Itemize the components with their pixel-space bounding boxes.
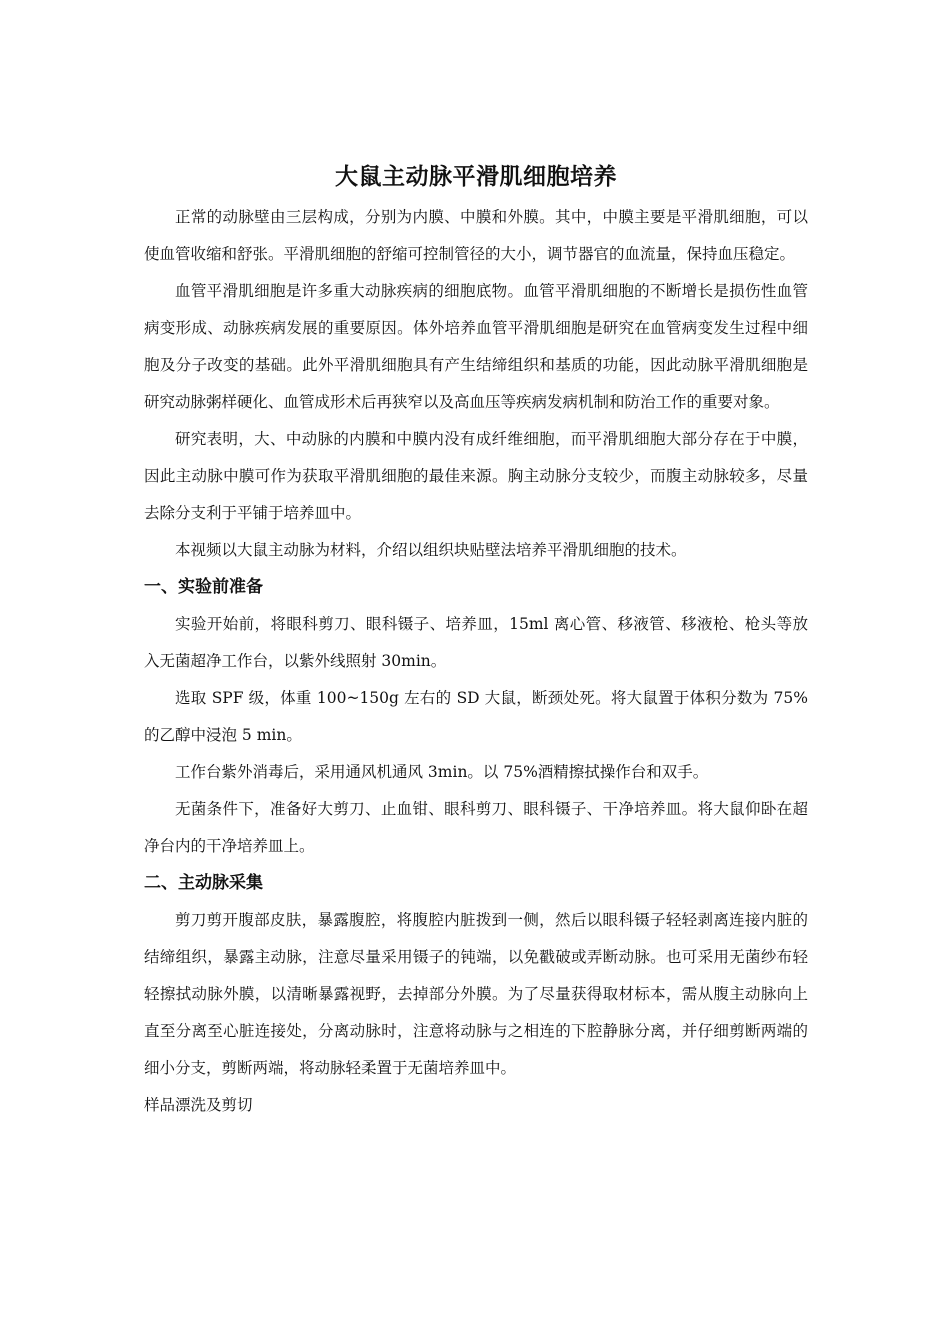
section-heading-aorta-collection: 二、主动脉采集 (144, 873, 263, 893)
intro-paragraph-3: 研究表明，大、中动脉的内膜和中膜内没有成纤维细胞，而平滑肌细胞大部分存在于中膜，因此主动脉中膜可作为获取平滑肌细胞的最佳来源。胸主动脉分支较少，而腹主动脉较多，尽量去除分支利于平铺于培养皿中。 (144, 430, 808, 522)
intro-paragraph-1: 正常的动脉壁由三层构成，分别为内膜、中膜和外膜。其中，中膜主要是平滑肌细胞，可以使血管收缩和舒张。平滑肌细胞的舒缩可控制管径的大小，调节器官的血流量，保持血压稳定。 (144, 208, 808, 263)
preparation-paragraph-3: 工作台紫外消毒后，采用通风机通风 3min。以 75%酒精擦拭操作台和双手。 (175, 763, 709, 781)
preparation-paragraph-1: 实验开始前，将眼科剪刀、眼科镊子、培养皿，15ml 离心管、移液管、移液枪、枪头等放入无菌超净工作台，以紫外线照射 30min。 (144, 615, 808, 670)
subsection-label-rinse-and-cut: 样品漂洗及剪切 (144, 1096, 253, 1114)
aorta-collection-paragraph: 剪刀剪开腹部皮肤，暴露腹腔，将腹腔内脏拨到一侧，然后以眼科镊子轻轻剥离连接内脏的结缔组织，暴露主动脉，注意尽量采用镊子的钝端，以免戳破或弄断动脉。也可采用无菌纱布轻轻擦拭动脉外膜，以清晰暴露视野，去掉部分外膜。为了尽量获得取材标本，需从腹主动脉向上直至分离至心脏连接处，分离动脉时，注意将动脉与之相连的下腔静脉分离，并仔细剪断两端的细小分支，剪断两端，将动脉轻柔置于无菌培养皿中。 (144, 911, 808, 1077)
preparation-paragraph-4: 无菌条件下，准备好大剪刀、止血钳、眼科剪刀、眼科镊子、干净培养皿。将大鼠仰卧在超净台内的干净培养皿上。 (144, 800, 808, 855)
preparation-paragraph-2: 选取 SPF 级，体重 100~150g 左右的 SD 大鼠，断颈处死。将大鼠置于体积分数为 75%的乙醇中浸泡 5 min。 (144, 689, 808, 744)
intro-paragraph-4: 本视频以大鼠主动脉为材料，介绍以组织块贴壁法培养平滑肌细胞的技术。 (175, 541, 687, 559)
section-heading-preparation: 一、实验前准备 (144, 577, 263, 597)
document-body (144, 160, 808, 1124)
document-title: 大鼠主动脉平滑肌细胞培养 (335, 164, 617, 190)
intro-paragraph-2: 血管平滑肌细胞是许多重大动脉疾病的细胞底物。血管平滑肌细胞的不断增长是损伤性血管病变形成、动脉疾病发展的重要原因。体外培养血管平滑肌细胞是研究在血管病变发生过程中细胞及分子改变的基础。此外平滑肌细胞具有产生结缔组织和基质的功能，因此动脉平滑肌细胞是研究动脉粥样硬化、血管成形术后再狭窄以及高血压等疾病发病机制和防治工作的重要对象。 (144, 282, 808, 411)
